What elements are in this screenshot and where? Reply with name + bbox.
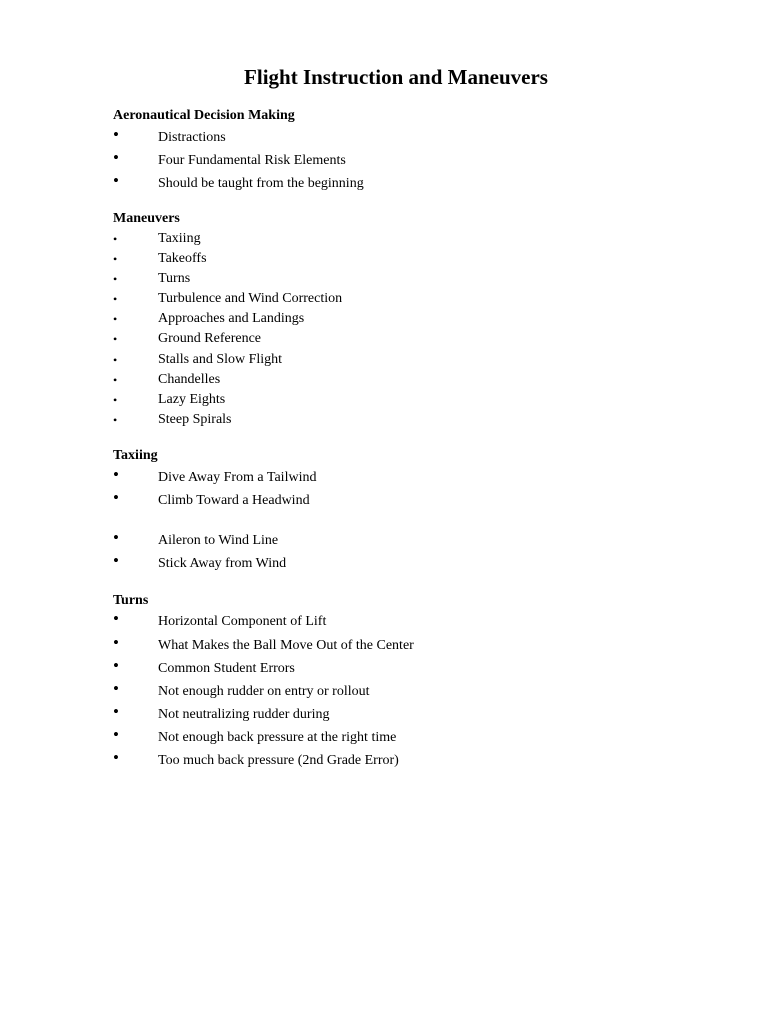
- list-item-text: Not enough back pressure at the right time: [158, 730, 397, 745]
- list-item-text: Lazy Eights: [158, 392, 226, 407]
- bullet-icon: •: [113, 748, 119, 767]
- list-item-text: Ground Reference: [158, 331, 262, 346]
- list-item-text: What Makes the Ball Move Out of the Center: [158, 638, 414, 653]
- bullet-icon: •: [113, 332, 118, 346]
- bullet-icon: •: [113, 272, 118, 286]
- section-heading-maneuvers: Maneuvers: [113, 211, 180, 226]
- bullet-icon: •: [113, 679, 119, 698]
- list-item-text: Too much back pressure (2nd Grade Error): [158, 753, 399, 768]
- list-item-text: Stick Away from Wind: [158, 556, 287, 571]
- bullet-icon: •: [113, 702, 119, 721]
- bullet-icon: •: [113, 609, 119, 628]
- bullet-icon: •: [113, 633, 119, 652]
- list-item-text: Turns: [158, 271, 191, 286]
- list-item-text: Takeoffs: [158, 251, 207, 266]
- bullet-icon: •: [113, 353, 118, 367]
- list-item-text: Dive Away From a Tailwind: [158, 470, 317, 485]
- list-item-text: Taxiing: [158, 231, 201, 246]
- list-item-text: Horizontal Component of Lift: [158, 614, 327, 629]
- list-item-text: Distractions: [158, 130, 226, 145]
- list-item-text: Stalls and Slow Flight: [158, 352, 283, 367]
- list-item-text: Should be taught from the beginning: [158, 176, 364, 191]
- list-item-text: Not neutralizing rudder during: [158, 707, 330, 722]
- list-item-text: Steep Spirals: [158, 412, 232, 427]
- list-item-text: Not enough rudder on entry or rollout: [158, 684, 370, 699]
- bullet-icon: •: [113, 551, 119, 570]
- bullet-icon: •: [113, 465, 119, 484]
- list-item-text: Four Fundamental Risk Elements: [158, 153, 346, 168]
- bullet-icon: •: [113, 413, 118, 427]
- bullet-icon: •: [113, 528, 119, 547]
- bullet-icon: •: [113, 232, 118, 246]
- bullet-icon: •: [113, 171, 119, 190]
- bullet-icon: •: [113, 252, 118, 266]
- section-heading-adm: Aeronautical Decision Making: [113, 108, 295, 123]
- list-item-text: Aileron to Wind Line: [158, 533, 279, 548]
- bullet-icon: •: [113, 125, 119, 144]
- list-item-text: Turbulence and Wind Correction: [158, 291, 343, 306]
- bullet-icon: •: [113, 393, 118, 407]
- list-item-text: Approaches and Landings: [158, 311, 305, 326]
- bullet-icon: •: [113, 373, 118, 387]
- bullet-icon: •: [113, 488, 119, 507]
- bullet-icon: •: [113, 148, 119, 167]
- list-item-text: Common Student Errors: [158, 661, 295, 676]
- section-heading-taxiing: Taxiing: [113, 448, 158, 463]
- bullet-icon: •: [113, 725, 119, 744]
- page-title: Flight Instruction and Maneuvers: [244, 65, 548, 89]
- list-item-text: Chandelles: [158, 372, 221, 387]
- bullet-icon: •: [113, 656, 119, 675]
- section-heading-turns: Turns: [113, 593, 149, 608]
- bullet-icon: •: [113, 312, 118, 326]
- bullet-icon: •: [113, 292, 118, 306]
- list-item-text: Climb Toward a Headwind: [158, 493, 310, 508]
